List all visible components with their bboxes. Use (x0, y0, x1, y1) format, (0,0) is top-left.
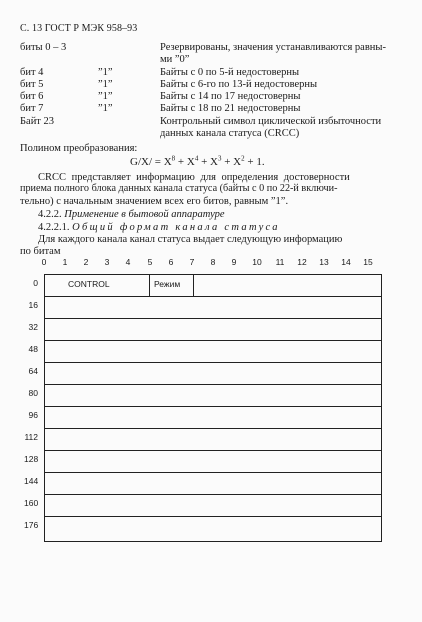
bit-scale-label: 6 (168, 257, 174, 267)
paragraph-line: тельно) с начальным значением всех его битов, равным ”1”. (20, 196, 289, 207)
row-offset-label: 128 (24, 454, 39, 464)
bit-name: бит 4 (20, 67, 44, 78)
bit-name: Байт 23 (20, 116, 55, 127)
field-divider (193, 274, 194, 296)
polynom-label: Полином преобразования: (20, 143, 138, 154)
row-offset-label: 96 (28, 410, 38, 420)
crc-formula: $G/X/ = X^8 + X^4 + X^3 + X^2 + 1$. (130, 154, 265, 168)
section-4-2-2-1: 4.2.2.1. Общий формат канала статуса (38, 222, 280, 233)
bit-scale-label: 10 (252, 257, 262, 267)
bit-scale-label: 13 (319, 257, 329, 267)
intro-line: Для каждого канала канал статуса выдает следующую информацию (38, 234, 343, 245)
row-offset-label: 112 (24, 432, 38, 442)
bit-value: ”1” (98, 79, 113, 90)
table-row-line (44, 494, 382, 495)
bit-scale-label: 8 (210, 257, 216, 267)
page-header: С. 13 ГОСТ Р МЭК 958–93 (20, 23, 138, 34)
bit-name: бит 5 (20, 79, 44, 90)
table-row-line (44, 384, 382, 385)
bit-scale-label: 9 (231, 257, 237, 267)
table-row-line (44, 428, 382, 429)
paragraph-line: CRCC представляет информацию для определения достоверности (38, 172, 350, 183)
bit-value: ”1” (98, 103, 113, 114)
bit-desc: Байты с 18 по 21 недостоверны (160, 103, 301, 114)
table-row-line (44, 450, 382, 451)
row-offset-label: 144 (24, 476, 39, 486)
bit-desc: Байты с 14 по 17 недостоверны (160, 91, 301, 102)
table-row-line (44, 296, 382, 297)
table-row-line (44, 318, 382, 319)
row-offset-label: 32 (28, 322, 38, 332)
bit-scale-label: 5 (147, 257, 153, 267)
row-offset-label: 16 (28, 300, 38, 310)
bit-name: биты 0 – 3 (20, 42, 67, 53)
table-row-line (44, 340, 382, 341)
bit-scale-label: 11 (275, 257, 285, 267)
bit-scale-label: 0 (41, 257, 47, 267)
row-offset-label: 64 (28, 366, 38, 376)
bit-name: бит 6 (20, 91, 44, 102)
paragraph-line: приема полного блока данных канала статуса (байты с 0 по 22-й включи- (20, 183, 338, 194)
bit-desc: Байты с 6-го по 13-й недостоверны (160, 79, 318, 90)
bit-scale-label: 15 (363, 257, 373, 267)
status-format-table (44, 274, 382, 542)
row-offset-label: 80 (28, 388, 38, 398)
bit-desc: Байты с 0 по 5-й недостоверны (160, 67, 300, 78)
row-offset-label: 160 (24, 498, 39, 508)
bit-scale-label: 7 (189, 257, 195, 267)
field-divider (149, 274, 150, 296)
row-offset-label: 176 (24, 520, 39, 530)
table-row-line (44, 516, 382, 517)
bit-scale-label: 14 (341, 257, 351, 267)
section-4-2-2: 4.2.2. Применение в бытовой аппаратуре (38, 209, 225, 220)
bit-desc: Резервированы, значения устанавливаются равны- (160, 42, 386, 53)
bit-desc-cont: данных канала статуса (CRCC) (160, 128, 300, 139)
intro-line: по битам (20, 246, 61, 257)
row-offset-label: 48 (28, 344, 38, 354)
bit-value: ”1” (98, 67, 113, 78)
mode-field: Режим (154, 279, 181, 289)
row-offset-label: 0 (33, 278, 38, 288)
bit-name: бит 7 (20, 103, 44, 114)
bit-desc: Контрольный символ циклической избыточности (160, 116, 382, 127)
bit-scale-label: 1 (62, 257, 68, 267)
table-row-line (44, 406, 382, 407)
bit-scale-label: 2 (83, 257, 89, 267)
table-row-line (44, 472, 382, 473)
bit-scale-label: 3 (104, 257, 110, 267)
control-field: CONTROL (68, 279, 110, 289)
table-row-line (44, 362, 382, 363)
bit-desc-cont: ми ”0” (160, 54, 190, 65)
bit-value: ”1” (98, 91, 113, 102)
bit-scale-label: 12 (297, 257, 307, 267)
bit-scale-label: 4 (125, 257, 131, 267)
